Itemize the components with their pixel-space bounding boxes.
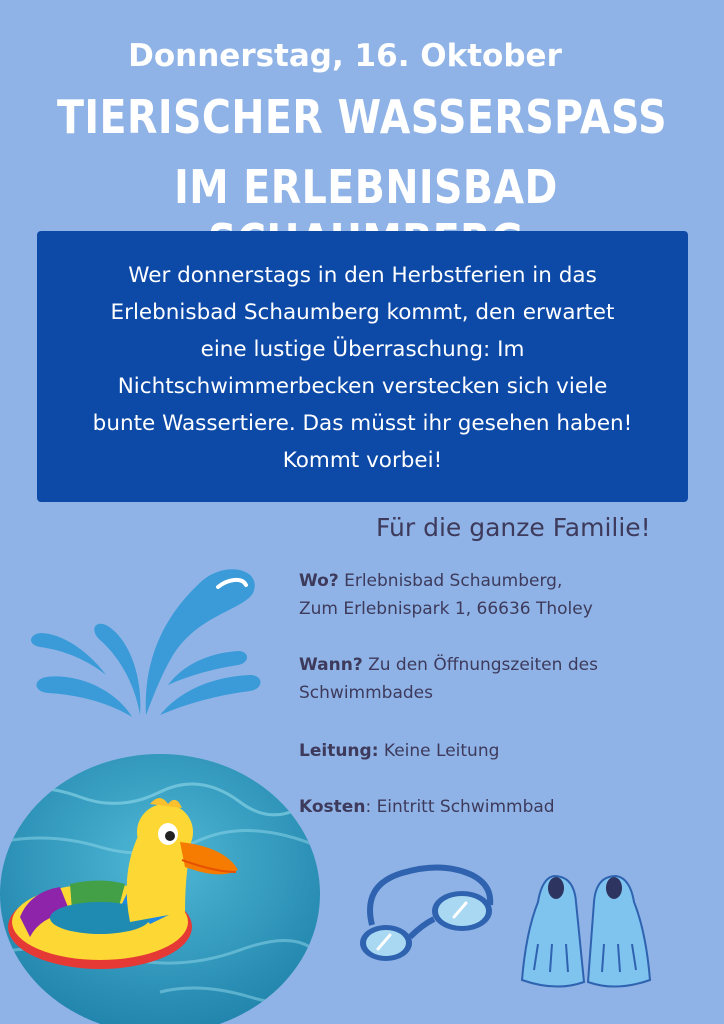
intro-line: Erlebnisbad Schaumberg kommt, den erwartet — [110, 300, 615, 325]
where-label: Wo? — [299, 571, 339, 591]
goggles-icon — [352, 855, 500, 971]
when-label: Wann? — [299, 655, 363, 675]
intro-box — [37, 231, 688, 502]
lead-label: Leitung: — [299, 741, 379, 761]
duck-float-photo — [0, 752, 320, 1024]
title-line-1: TIERISCHER WASSERSPASS — [56, 90, 668, 144]
title-line-2: IM ERLEBNISBAD — [174, 160, 558, 214]
intro-line: Nichtschwimmerbecken verstecken sich viele — [117, 374, 608, 399]
when-block — [299, 651, 719, 707]
cost-label: Kosten — [299, 797, 366, 817]
lead-block — [299, 737, 719, 765]
intro-line: Kommt vorbei! — [282, 448, 443, 473]
intro-line: Wer donnerstags in den Herbstferien in das — [128, 263, 597, 288]
where-block — [299, 567, 719, 623]
where-value-1: Erlebnisbad Schaumberg, — [344, 571, 563, 591]
lead-value: Keine Leitung — [383, 741, 500, 761]
when-value-1: Zu den Öffnungszeiten des — [368, 655, 598, 675]
cost-value: : Eintritt Schwimmbad — [365, 797, 555, 817]
cost-block — [299, 793, 719, 821]
when-value-2: Schwimmbades — [299, 683, 433, 703]
water-splash-icon — [28, 565, 268, 725]
event-date: Donnerstag, 16. Oktober — [128, 38, 562, 74]
intro-line: bunte Wassertiere. Das müsst ihr gesehen haben! — [92, 411, 633, 436]
intro-line: eine lustige Überraschung: Im — [200, 337, 525, 362]
where-value-2: Zum Erlebnispark 1, 66636 Tholey — [299, 599, 593, 619]
flippers-icon — [516, 872, 656, 992]
tagline: Für die ganze Familie! — [376, 513, 651, 542]
